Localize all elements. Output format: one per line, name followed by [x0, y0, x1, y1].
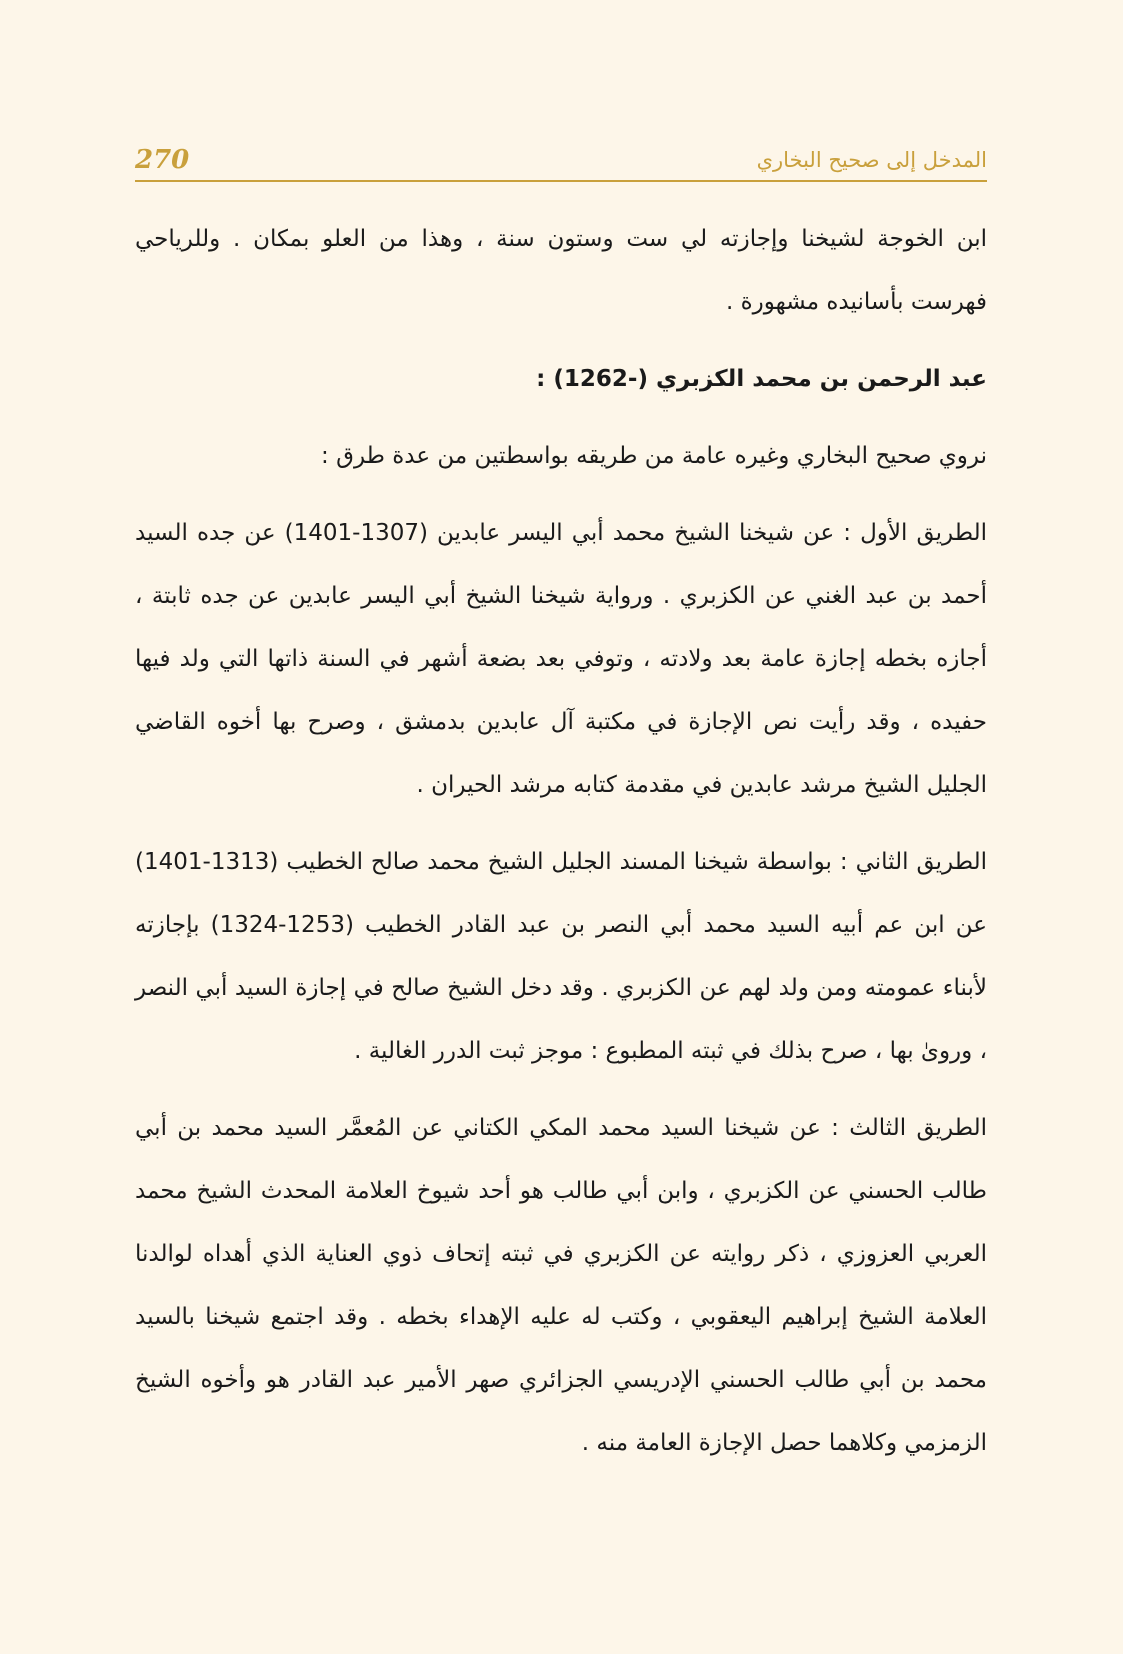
body-text [135, 208, 987, 1475]
page-number: 270 [135, 145, 190, 175]
section-heading-kuzbari: عبد الرحمن بن محمد الكزبري (-1262) : [536, 366, 987, 392]
running-header [135, 133, 987, 177]
paragraph-third-route: الطريق الثالث : عن شيخنا السيد محمد المكي الكتاني عن المُعمَّر السيد محمد بن أبي طالب الحسني عن الكزبري ، وابن أبي طالب هو أحد شيوخ العلامة المحدث الشيخ محمد العربي العزوزي ، ذكر روايته عن الكزبري في ثبته إتحاف ذوي العناية الذي أهداه لوالدنا العلامة الشيخ إبراهيم اليعقوبي ، وكتب له عليه الإهداء بخطه . وقد اجتمع شيخنا بالسيد محمد بن أبي طالب الحسني الإدريسي الجزائري صهر الأمير عبد القادر هو وأخوه الشيخ الزمزمي وكلاهما حصل الإجازة العامة منه . [135, 1115, 987, 1456]
header-rule [135, 180, 987, 182]
paragraph-riyahi-index: ابن الخوجة لشيخنا وإجازته لي ست وستون سنة ، وهذا من العلو بمكان . وللرياحي فهرست بأسانيده مشهورة . [135, 226, 987, 315]
running-header-title: المدخل إلى صحيح البخاري [756, 148, 987, 172]
paragraph-first-route: الطريق الأول : عن شيخنا الشيخ محمد أبي اليسر عابدين (1307-1401) عن جده السيد أحمد بن عبد الغني عن الكزبري . ورواية شيخنا الشيخ أبي اليسر عابدين عن جده ثابتة ، أجازه بخطه إجازة عامة بعد ولادته ، وتوفي بعد بضعة أشهر في السنة ذاتها التي ولد فيها حفيده ، وقد رأيت نص الإجازة في مكتبة آل عابدين بدمشق ، وصرح بها أخوه القاضي الجليل الشيخ مرشد عابدين في مقدمة كتابه مرشد الحيران . [135, 520, 987, 798]
paragraph-intro-routes: نروي صحيح البخاري وغيره عامة من طريقه بواسطتين من عدة طرق : [321, 443, 987, 469]
paragraph-second-route: الطريق الثاني : بواسطة شيخنا المسند الجليل الشيخ محمد صالح الخطيب (1313-1401) عن ابن عم أبيه السيد محمد أبي النصر بن عبد القادر الخطيب (1253-1324) بإجازته لأبناء عمومته ومن ولد لهم عن الكزبري . وقد دخل الشيخ صالح في إجازة السيد أبي النصر ، وروىٰ بها ، صرح بذلك في ثبته المطبوع : موجز ثبت الدرر الغالية . [135, 849, 987, 1064]
